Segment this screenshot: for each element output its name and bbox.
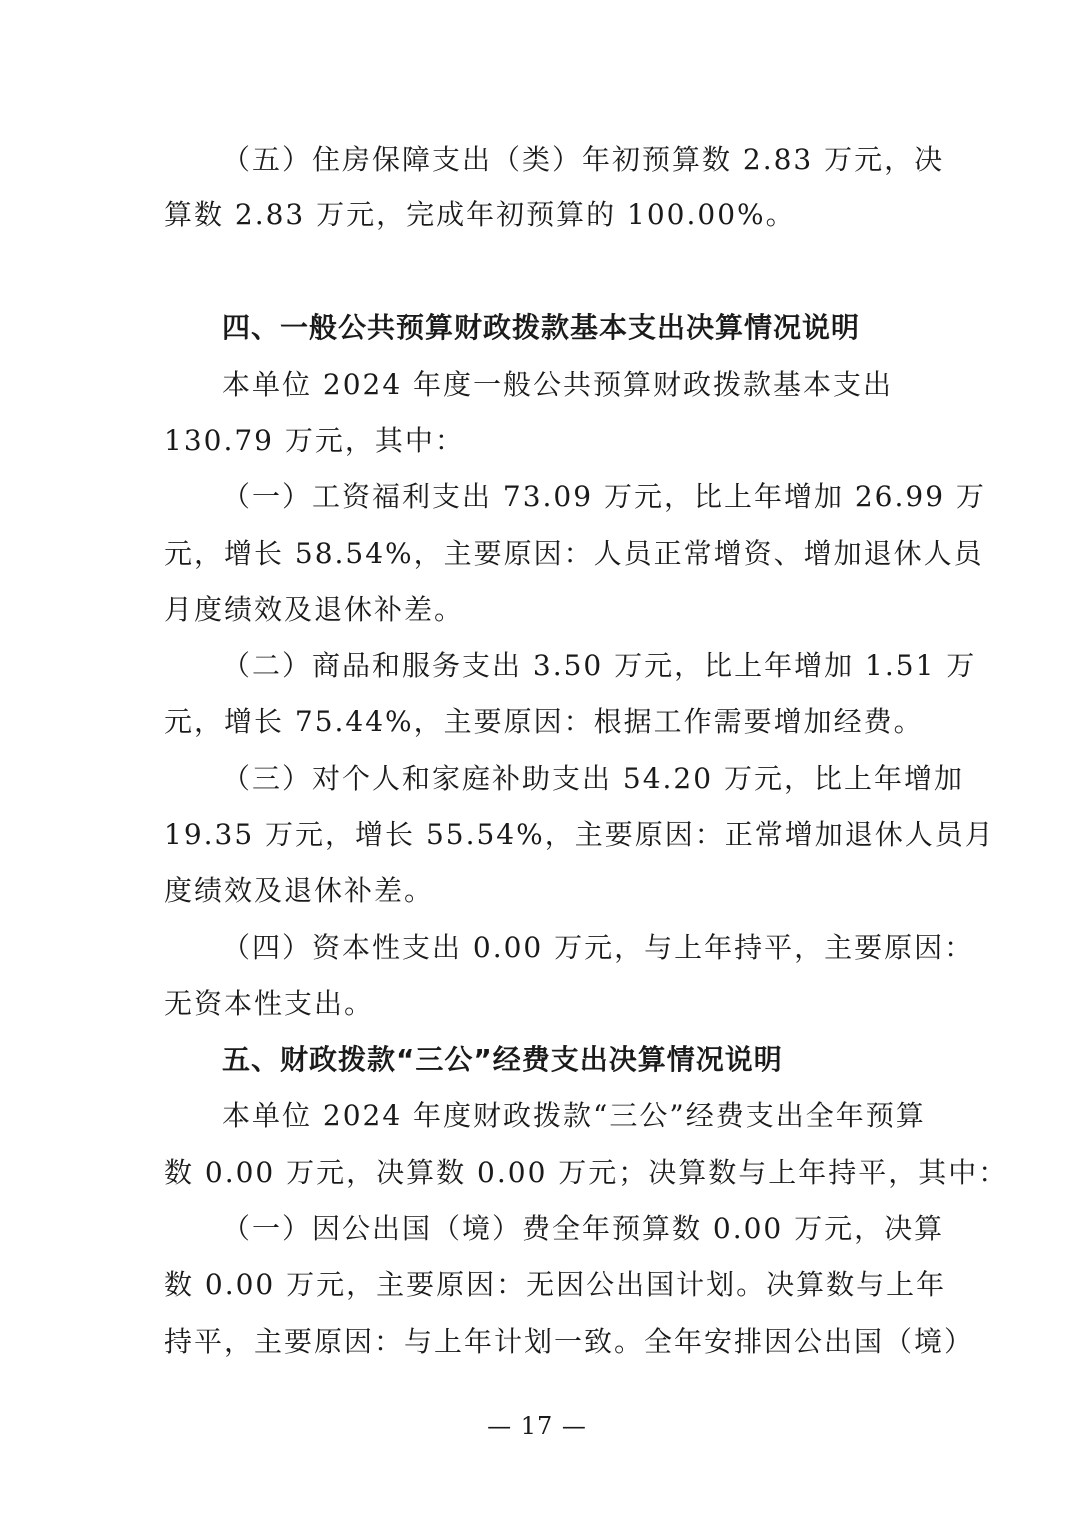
paragraph-line: 130.79 万元，其中： (164, 424, 465, 457)
paragraph-line: （三）对个人和家庭补助支出 54.20 万元，比上年增加 (222, 762, 964, 795)
paragraph-line: 本单位 2024 年度财政拨款“三公”经费支出全年预算 (222, 1099, 926, 1132)
paragraph-line: （五）住房保障支出（类）年初预算数 2.83 万元，决 (222, 143, 945, 176)
page-number: — 17 — (487, 1412, 587, 1440)
section-heading: 五、财政拨款“三公”经费支出决算情况说明 (222, 1043, 783, 1076)
paragraph-line: 持平，主要原因：与上年计划一致。全年安排因公出国（境） (164, 1325, 975, 1358)
paragraph-line: 元，增长 58.54%，主要原因：人员正常增资、增加退休人员 (164, 537, 984, 570)
paragraph-line: 元，增长 75.44%，主要原因：根据工作需要增加经费。 (164, 705, 924, 738)
paragraph-line: 无资本性支出。 (164, 987, 375, 1020)
paragraph-line: 月度绩效及退休补差。 (164, 593, 465, 626)
paragraph-line: 数 0.00 万元，决算数 0.00 万元；决算数与上年持平，其中： (164, 1156, 1009, 1189)
paragraph-line: （一）因公出国（境）费全年预算数 0.00 万元，决算 (222, 1212, 945, 1245)
paragraph-line: （一）工资福利支出 73.09 万元，比上年增加 26.99 万 (222, 480, 986, 513)
paragraph-line: 度绩效及退休补差。 (164, 874, 435, 907)
paragraph-line: 数 0.00 万元，主要原因：无因公出国计划。决算数与上年 (164, 1268, 947, 1301)
paragraph-line: （二）商品和服务支出 3.50 万元，比上年增加 1.51 万 (222, 649, 977, 682)
paragraph-line: 19.35 万元，增长 55.54%，主要原因：正常增加退休人员月 (164, 818, 995, 851)
paragraph-line: 本单位 2024 年度一般公共预算财政拨款基本支出 (222, 368, 894, 401)
section-heading: 四、一般公共预算财政拨款基本支出决算情况说明 (222, 311, 861, 344)
paragraph-line: （四）资本性支出 0.00 万元，与上年持平，主要原因： (222, 931, 975, 964)
paragraph-line: 算数 2.83 万元，完成年初预算的 100.00%。 (164, 198, 796, 231)
